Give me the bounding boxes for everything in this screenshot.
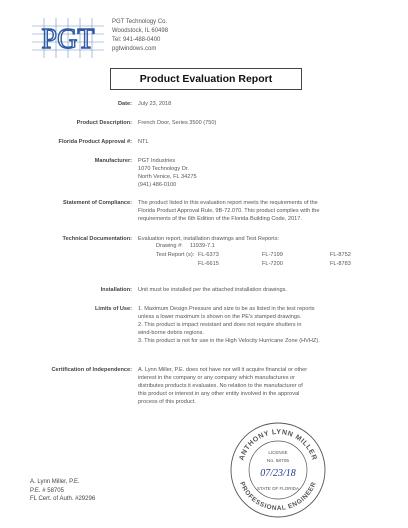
logo-lettering: PGT (41, 24, 95, 55)
drawings-value: 11939-7.1 (190, 243, 215, 249)
signature-block (30, 478, 95, 504)
pgt-logo (32, 18, 104, 58)
test-reports-label: Test Report (s): (156, 252, 195, 258)
address-line: pgtwindows.com (112, 46, 157, 52)
seal-state: STATE OF FLORIDA (256, 486, 300, 491)
compliance-line: Florida Product Approval Rule, 9B-72.070. This product complies with the (138, 208, 320, 214)
compliance-line: The product listed in this evaluation report meets the requirements of the (138, 200, 318, 206)
address-line: PGT Technology Co. (112, 19, 168, 25)
approval-label: Florida Product Approval #: (58, 139, 132, 145)
signature-cert-number: FL Cert. of Auth. #29296 (30, 496, 96, 502)
seal-ring-bottom: PROFESSIONAL ENGINEER (238, 480, 318, 513)
manufacturer-label: Manufacturer: (94, 158, 132, 164)
independence-line: distributes products it evaluates. No relation to the manufacturer of (138, 383, 303, 389)
manufacturer-line: (941) 486-0100 (138, 182, 177, 188)
test-report-value: FL-6373 (198, 252, 219, 258)
seal-number: No. 58705 (266, 459, 290, 464)
compliance-line: requirements of the 6th Edition of the Florida Building Code, 2017. (138, 216, 302, 222)
manufacturer-line: PGT Industries (138, 158, 176, 164)
installation-value: Unit must be installed per the attached installation drawings. (138, 287, 287, 293)
compliance-label: Statement of Compliance: (63, 200, 132, 206)
limits-line: 3. This product is not for use in the High Velocity Hurricane Zone (HVHZ). (138, 338, 320, 344)
limits-line: 1. Maximum Design Pressure and size to be as listed in the test reports (138, 306, 315, 312)
drawings-label: Drawing #: (156, 243, 183, 249)
test-report-value: FL-8752 (330, 252, 351, 258)
independence-line: A. Lynn Miller, P.E. does not have nor will it acquire financial or other (138, 367, 308, 373)
seal-ring-top: ANTHONY LYNN MILLER (238, 428, 318, 462)
date-label: Date: (118, 101, 132, 107)
description-label: Product Description: (76, 120, 132, 126)
approval-value: NTL (138, 139, 149, 145)
signature-pe-number: P.E. # 58705 (30, 487, 64, 494)
date-value: July 23, 2018 (138, 101, 172, 107)
report-title: Product Evaluation Report (110, 68, 302, 90)
limits-line: unless a lower maximum is shown on the PE's stamped drawings. (138, 314, 302, 320)
documentation-value: Evaluation report, installation drawings and Test Reports: (138, 236, 280, 242)
description-value: French Door, Series 3500 (750) (138, 120, 217, 126)
limits-line: wind-borne debris regions. (138, 330, 204, 336)
compliance-value (138, 199, 319, 223)
test-report-value: FL-7199 (262, 252, 283, 258)
manufacturer-value (138, 157, 197, 189)
signature-name: A. Lynn Miller, P.E. (30, 479, 80, 485)
test-report-value: FL-8783 (330, 261, 351, 267)
limits-line: 2. This product is impact resistant and does not require shutters in (138, 322, 302, 328)
independence-line: interest in the company or any company which manufactures or (138, 375, 296, 381)
seal-handwritten-date: 07/23/18 (260, 468, 296, 479)
independence-label: Certification of Independence: (51, 367, 132, 373)
engineer-seal (228, 420, 328, 520)
address-line: Woodstock, IL 60498 (112, 28, 169, 34)
independence-value (138, 366, 307, 406)
address-line: Tel: 941-488-0400 (112, 37, 161, 43)
limits-value (138, 305, 320, 345)
independence-line: process of this product. (138, 399, 196, 405)
company-address (112, 18, 168, 54)
svg-text:ANTHONY LYNN MILLER (238, 429, 317, 462)
documentation-label: Technical Documentation: (62, 236, 132, 242)
limits-label: Limits of Use: (95, 306, 132, 312)
manufacturer-line: North Venice, FL 34275 (138, 174, 197, 180)
test-report-value: FL-6615 (198, 261, 219, 267)
test-report-value: FL-7200 (262, 261, 283, 267)
seal-license: LICENSE (268, 450, 288, 455)
installation-label: Installation: (100, 287, 132, 293)
manufacturer-line: 1070 Technology Dr. (138, 166, 189, 172)
independence-line: this product or interest in any other entity involved in the approval (138, 391, 300, 397)
